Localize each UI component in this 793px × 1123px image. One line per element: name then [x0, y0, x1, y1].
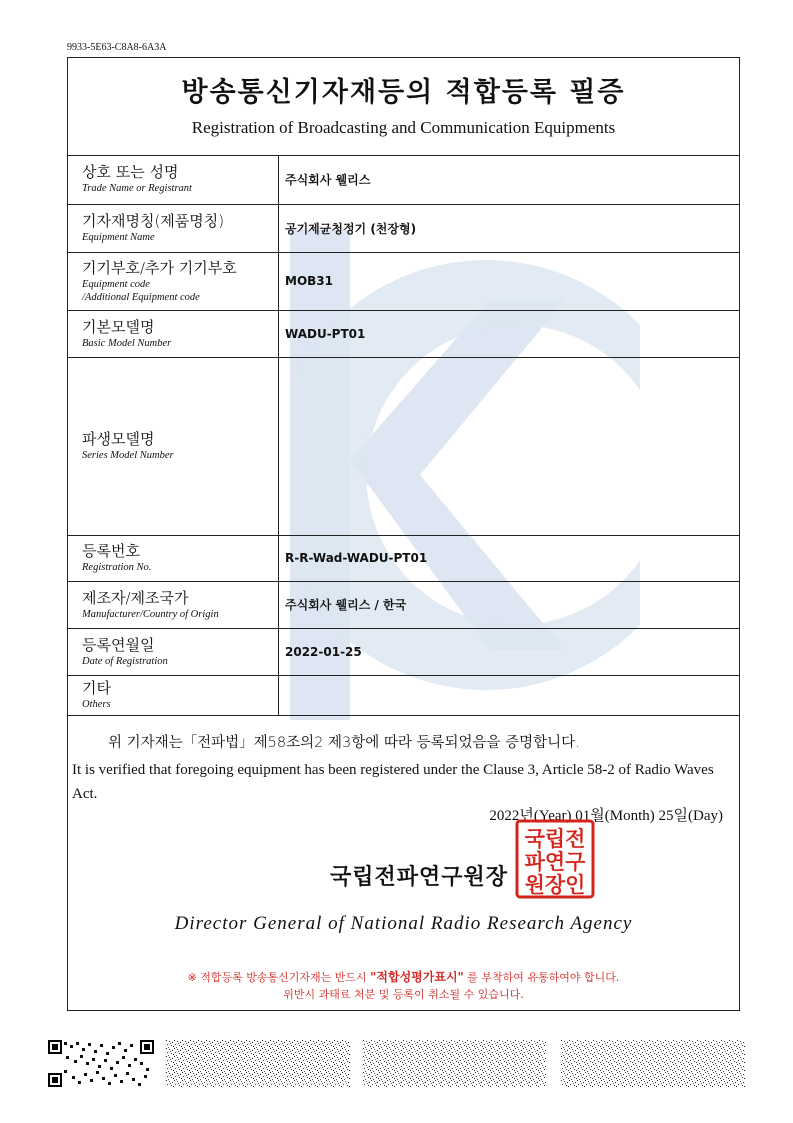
official-seal-stamp [515, 819, 595, 899]
statement-english: It is verified that foregoing equipment has been registered under the Clause 3, Article 58-2 of Radio Waves Act. [72, 762, 714, 802]
issue-date: 2022년(Year) 01월(Month) 25일(Day) [489, 808, 723, 824]
field-label-kr: 제조자/제조국가 [82, 588, 189, 607]
field-value-equipment-code: MOB31 [279, 252, 740, 310]
title-english: Registration of Broadcasting and Communication Equipments [191, 118, 616, 137]
field-row-registration-no [68, 535, 739, 581]
compliance-notice [68, 969, 739, 1003]
field-label-en: Registration No. [82, 562, 152, 573]
field-value-series-model [279, 357, 740, 535]
field-label-kr: 상호 또는 성명 [82, 163, 179, 182]
field-row-series-model [68, 357, 739, 535]
field-row-trade-name [68, 155, 739, 204]
field-label-kr: 등록연월일 [82, 635, 155, 654]
certification-statement [68, 718, 739, 806]
notice-mark: "적합성평가표시" [370, 970, 464, 984]
field-label-kr: 기본모델명 [82, 317, 155, 336]
director-title-korean: 국립전파연구원장 [330, 865, 509, 890]
field-label-kr: 파생모델명 [82, 430, 155, 448]
field-row-others [68, 675, 739, 715]
field-value-trade-name: 주식회사 웰리스 [279, 155, 740, 204]
notice-line-1 [68, 969, 739, 986]
registration-fields-table [68, 155, 739, 716]
barcode-block-1-icon [166, 1040, 350, 1087]
field-value-registration-no: R-R-Wad-WADU-PT01 [279, 535, 740, 581]
field-value-manufacturer: 주식회사 웰리스 / 한국 [279, 581, 740, 628]
field-label-en-2: /Additional Equipment code [82, 291, 200, 303]
notice-prefix: ※ 적합등록 방송통신기자재는 반드시 [187, 971, 367, 984]
field-row-basic-model [68, 310, 739, 357]
document-id: 9933-5E63-C8A8-6A3A [67, 42, 167, 53]
field-label-kr: 기타 [82, 679, 111, 697]
title-korean: 방송통신기자재등의 적합등록 필증 [181, 77, 626, 108]
notice-suffix: 를 부착하여 유통하여야 합니다. [463, 971, 620, 984]
seal-line-3: 원장인 [524, 873, 586, 897]
field-row-manufacturer [68, 581, 739, 628]
field-row-equipment-code [68, 252, 739, 310]
field-label-en: Equipment Name [82, 232, 155, 243]
field-label-kr: 등록번호 [82, 542, 140, 560]
barcode-block-3-icon [561, 1040, 745, 1087]
barcode-block-2-icon [363, 1040, 546, 1087]
title-block [68, 58, 739, 156]
field-label-en: Date of Registration [82, 655, 168, 667]
field-value-registration-date: 2022-01-25 [279, 628, 740, 675]
certificate-frame [67, 57, 740, 1011]
field-label-en: Series Model Number [82, 450, 174, 461]
field-label-en: Others [82, 699, 111, 710]
field-label-en: Equipment code [82, 278, 150, 290]
field-label-en: Basic Model Number [82, 337, 172, 349]
director-title-english: Director General of National Radio Research Agency [174, 913, 633, 934]
field-value-equipment-name: 공기제균청정기 (천장형) [279, 204, 740, 252]
field-row-registration-date [68, 628, 739, 675]
field-row-equipment-name [68, 204, 739, 252]
field-label-en: Manufacturer/Country of Origin [82, 608, 219, 620]
field-label-en: Trade Name or Registrant [82, 183, 192, 195]
seal-line-1: 국립전 [524, 827, 586, 851]
field-label-kr: 기기부호/추가 기기부호 [82, 258, 237, 277]
qr-code-icon [48, 1040, 154, 1087]
notice-line-2: 위반시 과태료 처분 및 등록이 취소될 수 있습니다. [283, 988, 524, 1001]
field-value-others [279, 675, 740, 715]
field-label-kr: 기자재명칭(제품명칭) [82, 212, 225, 230]
seal-line-2: 파연구 [524, 850, 586, 874]
field-value-basic-model: WADU-PT01 [279, 310, 740, 357]
statement-korean: 위 기자재는「전파법」제58조의2 제3항에 따라 등록되었음을 증명합니다. [108, 735, 580, 751]
